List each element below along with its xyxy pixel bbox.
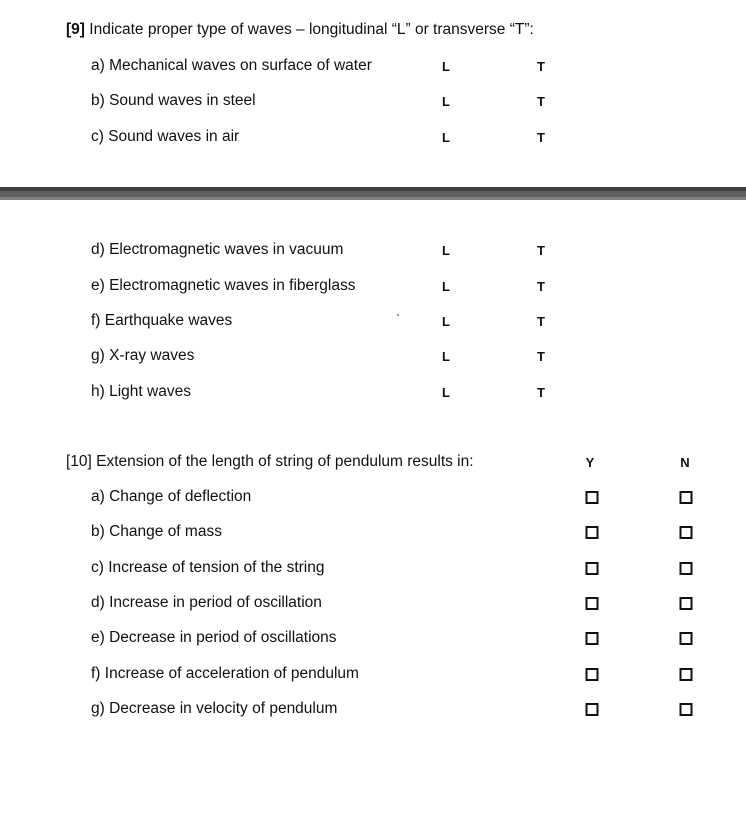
question-9-title bbox=[66, 21, 534, 39]
q10-item-a-yes-checkbox[interactable] bbox=[586, 491, 599, 504]
q10-item-d-yes-checkbox[interactable] bbox=[586, 597, 599, 610]
q9-item-c-label: c) Sound waves in air bbox=[91, 128, 240, 145]
q9-item-h-option-t[interactable]: T bbox=[537, 385, 545, 400]
q9-item-g-option-l[interactable]: L bbox=[442, 349, 450, 364]
q9-item-e-label: e) Electromagnetic waves in fiberglass bbox=[91, 277, 356, 294]
q10-item-a-no-checkbox[interactable] bbox=[680, 491, 693, 504]
q9-item-d-option-t[interactable]: T bbox=[537, 243, 545, 258]
q10-item-e-yes-checkbox[interactable] bbox=[586, 632, 599, 645]
q9-item-d-option-l[interactable]: L bbox=[442, 243, 450, 258]
q9-item-b-label: b) Sound waves in steel bbox=[91, 92, 256, 109]
column-header-yes: Y bbox=[585, 455, 595, 470]
q9-item-d-label: d) Electromagnetic waves in vacuum bbox=[91, 241, 344, 258]
q10-item-b-label: b) Change of mass bbox=[91, 523, 222, 540]
q9-item-f-option-l[interactable]: L bbox=[442, 314, 450, 329]
column-header-no: N bbox=[680, 455, 690, 470]
q10-item-f-yes-checkbox[interactable] bbox=[586, 668, 599, 681]
q9-item-b-option-t[interactable]: T bbox=[537, 94, 545, 109]
q9-item-c-option-t[interactable]: T bbox=[537, 130, 545, 145]
q9-item-h-option-l[interactable]: L bbox=[442, 385, 450, 400]
q9-item-a-label: a) Mechanical waves on surface of water bbox=[91, 57, 372, 74]
q10-item-b-no-checkbox[interactable] bbox=[680, 526, 693, 539]
q10-item-c-no-checkbox[interactable] bbox=[680, 562, 693, 575]
page-break-divider bbox=[0, 187, 746, 200]
q9-item-a-option-l[interactable]: L bbox=[442, 59, 450, 74]
q10-item-e-label: e) Decrease in period of oscillations bbox=[91, 629, 337, 646]
q10-item-g-yes-checkbox[interactable] bbox=[586, 703, 599, 716]
q9-item-a-option-t[interactable]: T bbox=[537, 59, 545, 74]
q10-item-e-no-checkbox[interactable] bbox=[680, 632, 693, 645]
q9-item-e-option-t[interactable]: T bbox=[537, 279, 545, 294]
q10-item-g-no-checkbox[interactable] bbox=[680, 703, 693, 716]
q9-item-g-option-t[interactable]: T bbox=[537, 349, 545, 364]
q10-item-c-label: c) Increase of tension of the string bbox=[91, 559, 325, 576]
question-9-number: [9] bbox=[66, 21, 85, 38]
q9-item-f-option-t[interactable]: T bbox=[537, 314, 545, 329]
q10-item-d-label: d) Increase in period of oscillation bbox=[91, 594, 322, 611]
q9-item-c-option-l[interactable]: L bbox=[442, 130, 450, 145]
q10-item-a-label: a) Change of deflection bbox=[91, 488, 252, 505]
stray-tick-mark: ` bbox=[396, 312, 400, 326]
question-10-title: [10] Extension of the length of string of pendulum results in: bbox=[66, 453, 474, 470]
q10-item-d-no-checkbox[interactable] bbox=[680, 597, 693, 610]
q9-item-g-label: g) X-ray waves bbox=[91, 347, 195, 364]
q10-item-c-yes-checkbox[interactable] bbox=[586, 562, 599, 575]
q9-item-h-label: h) Light waves bbox=[91, 383, 191, 400]
q10-item-f-label: f) Increase of acceleration of pendulum bbox=[91, 665, 359, 682]
q10-item-b-yes-checkbox[interactable] bbox=[586, 526, 599, 539]
q9-item-b-option-l[interactable]: L bbox=[442, 94, 450, 109]
q9-item-e-option-l[interactable]: L bbox=[442, 279, 450, 294]
q10-item-f-no-checkbox[interactable] bbox=[680, 668, 693, 681]
q9-item-f-label: f) Earthquake waves bbox=[91, 312, 233, 329]
q10-item-g-label: g) Decrease in velocity of pendulum bbox=[91, 700, 338, 717]
question-9-text: Indicate proper type of waves – longitudinal “L” or transverse “T”: bbox=[89, 21, 534, 38]
